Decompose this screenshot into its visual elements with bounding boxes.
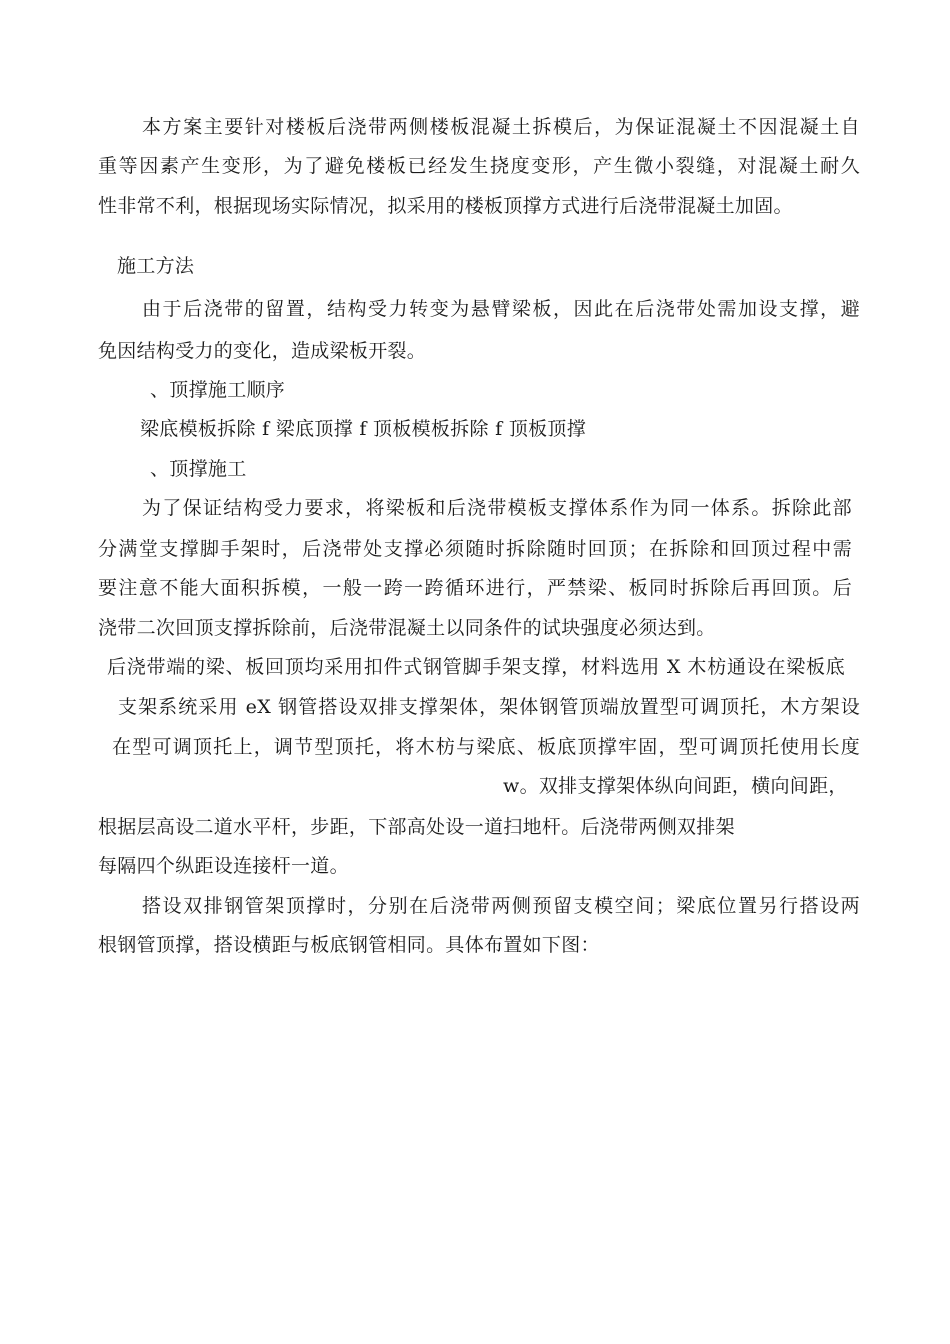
intro-line-3: 性非常不利，根据现场实际情况，拟采用的楼板顶撑方式进行后浇带混凝土加固。	[98, 195, 793, 217]
construction-line-10: 每隔四个纵距设连接杆一道。	[98, 855, 349, 877]
intro-line-1: 本方案主要针对楼板后浇带两侧楼板混凝土拆模后，为保证混凝土不因混凝土自	[142, 116, 860, 138]
construction-line-11: 搭设双排钢管架顶撑时，分别在后浇带两侧预留支模空间；梁底位置另行搭设两	[142, 895, 860, 917]
construction-line-12: 根钢管顶撑，搭设横距与板底钢管相同。具体布置如下图：	[98, 934, 600, 956]
construction-line-5: 后浇带端的梁、板回顶均采用扣件式钢管脚手架支撑，材料选用 X 木枋通设在梁板底	[107, 656, 845, 678]
construction-line-4: 浇带二次回顶支撑拆除前，后浇带混凝土以同条件的试块强度必须达到。	[98, 617, 716, 639]
intro-line-2: 重等因素产生变形，为了避免楼板已经发生挠度变形，产生微小裂缝，对混凝土耐久	[98, 155, 860, 177]
construction-line-6: 支架系统采用 eX 钢管搭设双排支撑架体，架体钢管顶端放置型可调顶托，木方架设	[118, 696, 860, 718]
sequence-heading: 、顶撑施工顺序	[150, 379, 286, 401]
section-heading-method: 施工方法	[117, 255, 195, 277]
construction-line-9: 根据层高设二道水平杆，步距，下部高处设一道扫地杆。后浇带两侧双排架	[98, 816, 735, 838]
construction-line-8: w。双排支撑架体纵向间距，横向间距，	[503, 775, 848, 797]
method-line-1: 由于后浇带的留置，结构受力转变为悬臂梁板，因此在后浇带处需加设支撑，避	[142, 298, 860, 320]
sequence-flow: 梁底模板拆除 f 梁底顶撑 f 顶板模板拆除 f 顶板顶撑	[140, 418, 587, 440]
construction-heading: 、顶撑施工	[150, 458, 247, 480]
construction-line-3: 要注意不能大面积拆模，一般一跨一跨循环进行，严禁梁、板同时拆除后再回顶。后	[98, 577, 852, 599]
construction-line-2: 分满堂支撑脚手架时，后浇带处支撑必须随时拆除随时回顶；在拆除和回顶过程中需	[98, 538, 852, 560]
construction-line-7: 在型可调顶托上，调节型顶托，将木枋与梁底、板底顶撑牢固，型可调顶托使用长度	[112, 736, 860, 758]
method-line-2: 免因结构受力的变化，造成梁板开裂。	[98, 340, 427, 362]
construction-line-1: 为了保证结构受力要求，将梁板和后浇带模板支撑体系作为同一体系。拆除此部	[142, 497, 852, 519]
